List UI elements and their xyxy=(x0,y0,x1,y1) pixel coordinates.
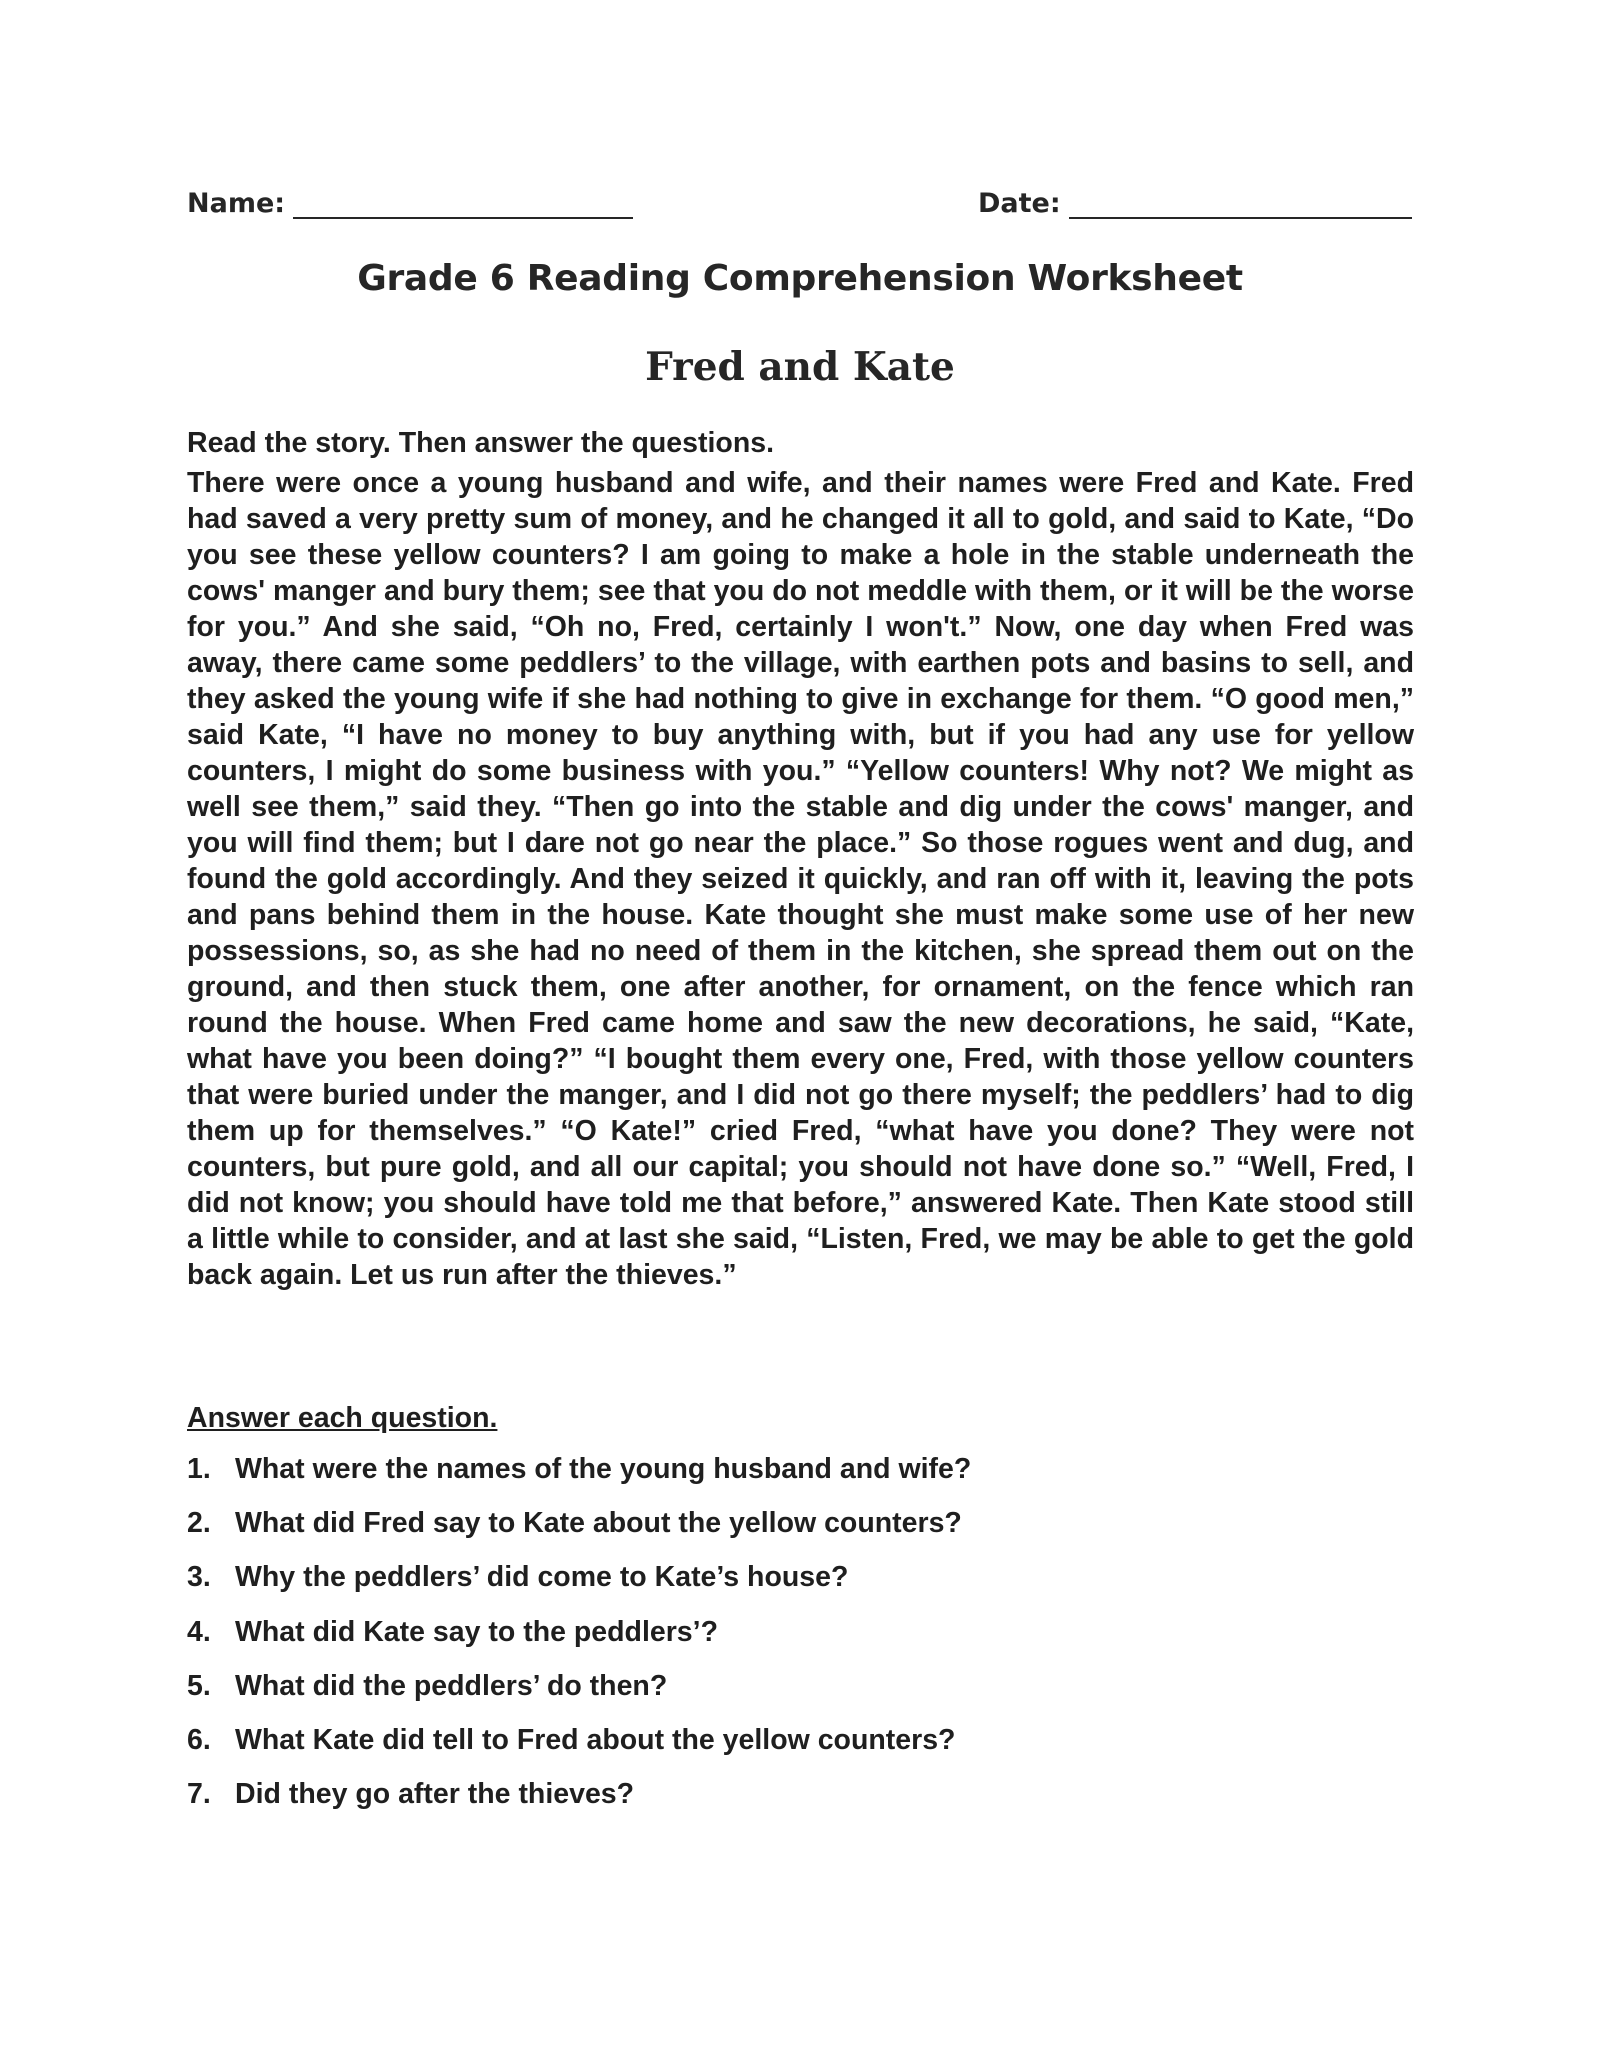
header-row xyxy=(187,188,1415,228)
question-item xyxy=(187,1778,1414,1832)
question-text: Why the peddlers’ did come to Kate’s house? xyxy=(235,1561,849,1594)
question-number: 6. xyxy=(187,1723,211,1756)
date-label: Date: xyxy=(978,188,1061,219)
question-text: What did Kate say to the peddlers’? xyxy=(235,1615,718,1648)
question-text: What did the peddlers’ do then? xyxy=(235,1669,668,1702)
instructions: Read the story. Then answer the questions. xyxy=(187,427,775,459)
question-text: What Kate did tell to Fred about the yellow counters? xyxy=(235,1723,956,1756)
question-item xyxy=(187,1670,1414,1724)
question-text: What were the names of the young husband and wife? xyxy=(235,1453,972,1485)
date-blank-line xyxy=(1069,191,1412,219)
worksheet-title: Grade 6 Reading Comprehension Worksheet xyxy=(357,258,1243,299)
question-number: 4. xyxy=(187,1615,211,1648)
date-field xyxy=(978,188,1412,219)
question-number: 3. xyxy=(187,1561,211,1594)
question-number: 2. xyxy=(187,1507,211,1540)
name-label: Name: xyxy=(187,188,286,219)
question-list xyxy=(187,1453,1414,1832)
question-number: 1. xyxy=(187,1453,211,1485)
question-item xyxy=(187,1616,1414,1670)
question-item xyxy=(187,1453,1414,1507)
story-text: There were once a young husband and wife, and their names were Fred and Kate. Fred had saved a very pretty sum of money, and he changed it all to gold, and said to Kate, “Do you see these yellow counters? I am going to make a hole in the stable underneath the cows' manger and bury them; see that you do not meddle with them, or it will be the worse for you.” And she said, “Oh no, Fred, certainly I won't.” Now, one day when Fred was away, there came some peddlers’ to the village, with earthen pots and basins to sell, and they asked the young wife if she had nothing to give in exchange for them. “O good men,” said Kate, “I have no money to buy anything with, but if you had any use for yellow counters, I might do some business with you.” “Yellow counters! Why not? We might as well see them,” said they. “Then go into the stable and dig under the cows' manger, and you will find them; but I dare not go near the place.” So those rogues went and dug, and found the gold accordingly. And they seized it quickly, and ran off with it, leaving the pots and pans behind them in the house. Kate thought she must make some use of her new possessions, so, as she had no need of them in the kitchen, she spread them out on the ground, and then stuck them, one after another, for ornament, on the fence which ran round the house. When Fred came home and saw the new decorations, he said, “Kate, what have you been doing?” “I bought them every one, Fred, with those yellow counters that were buried under the manger, and I did not go there myself; the peddlers’ had to dig them up for themselves.” “O Kate!” cried Fred, “what have you done? They were not counters, but pure gold, and all our capital; you should not have done so.” “Well, Fred, I did not know; you should have told me that before,” answered Kate. Then Kate stood still a little while to consider, and at last she said, “Listen, Fred, we may be able to get the gold back again. Let us run after the thieves.” xyxy=(187,467,1414,1291)
question-item xyxy=(187,1507,1414,1561)
question-number: 7. xyxy=(187,1778,211,1811)
question-item xyxy=(187,1724,1414,1778)
question-text: What did Fred say to Kate about the yellow counters? xyxy=(235,1507,962,1540)
question-item xyxy=(187,1561,1414,1615)
question-text: Did they go after the thieves? xyxy=(235,1778,635,1811)
name-blank-line xyxy=(293,191,633,219)
story-title: Fred and Kate xyxy=(645,344,955,390)
question-number: 5. xyxy=(187,1669,211,1702)
name-field xyxy=(187,188,633,219)
answer-heading: Answer each question. xyxy=(187,1402,498,1434)
